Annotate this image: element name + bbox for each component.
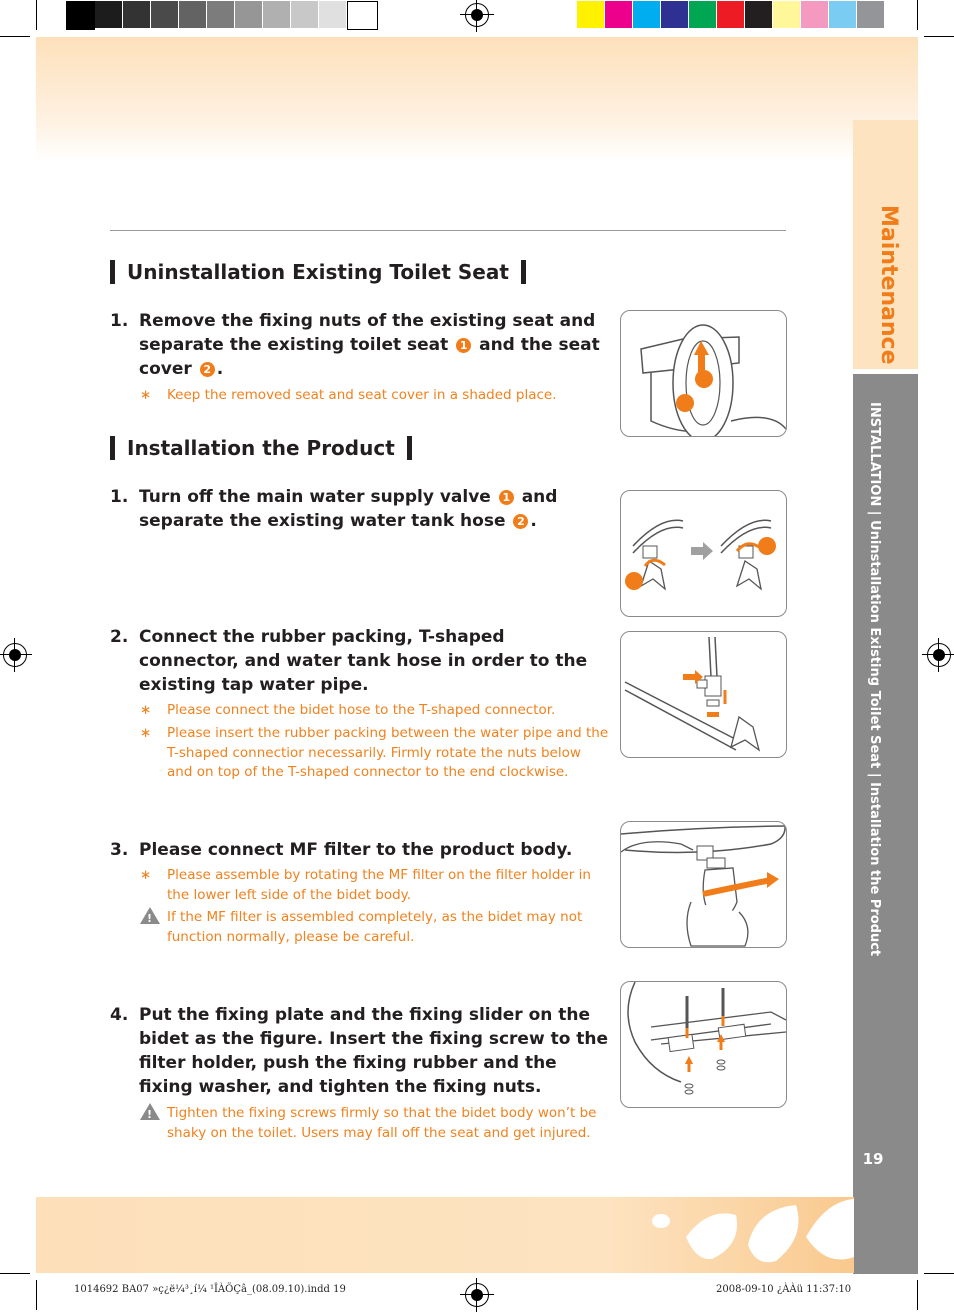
figure-mf-filter [620, 821, 787, 948]
install-step-1: 1. Turn off the main water supply valve 1 and separate the existing water tank hose 2 . [110, 487, 558, 531]
marker-1: 1 [456, 338, 471, 353]
registration-mark-right [927, 643, 951, 667]
registration-mark-bottom [465, 1283, 489, 1307]
note-asterisk-icon: ∗ [140, 867, 152, 883]
marker-2: 2 [513, 514, 528, 529]
note-asterisk-icon: ∗ [140, 725, 152, 741]
leaf-decoration-icon [36, 1197, 854, 1273]
install-step-3-warning: ! If the MF filter is assembled completely, as the bidet may not function normally, please be careful. [140, 908, 610, 947]
install-step-4: 4. Put the fixing plate and the fixing slider on the bidet as the figure. Insert the fixing screw to the filter holder, push the fixing rubber and the fixing washer, and tighten the fixing nuts. [110, 1005, 609, 1097]
page-number: 19 [862, 1150, 884, 1168]
figure-fixing-plate [620, 981, 787, 1108]
side-tab-installation [853, 374, 918, 1274]
figure-shut-off-valve [620, 490, 787, 617]
side-tab-installation-label: INSTALLATION | Uninstallation Existing Toilet Seat | Installation the Product [867, 402, 882, 957]
uninstall-step-1: 1. Remove the fixing nuts of the existing seat and separate the existing toilet seat 1 and the seat cover 2 . [110, 311, 600, 379]
install-step-3: 3. Please connect MF filter to the product body. [110, 840, 573, 860]
figure-remove-seat [620, 310, 787, 437]
footer-file-info: 1014692 BA07 »ç¿ë¼³¸í¼ ¹ÎÀÖÇâ_(08.09.10).indd 19 [74, 1284, 346, 1295]
install-step-2-note-1: ∗ Please connect the bidet hose to the T-shaped connector. [140, 701, 610, 721]
section-heading-uninstall: Uninstallation Existing Toilet Seat [110, 260, 526, 284]
warning-icon [140, 1103, 160, 1120]
uninstall-note-1: ∗ Keep the removed seat and seat cover in a shaded place. [140, 386, 610, 406]
footer-timestamp: 2008-09-10 ¿ÀÀü 11:37:10 [716, 1284, 852, 1295]
side-tab-maintenance-label: Maintenance [876, 205, 901, 365]
note-asterisk-icon: ∗ [140, 702, 152, 718]
header-band [36, 37, 918, 161]
note-asterisk-icon: ∗ [140, 387, 152, 403]
marker-1: 1 [499, 490, 514, 505]
section-heading-install: Installation the Product [110, 436, 412, 460]
figure-t-connector [620, 631, 787, 758]
warning-icon [140, 907, 160, 924]
marker-2: 2 [200, 362, 215, 377]
side-tab-maintenance [853, 120, 918, 369]
divider [110, 230, 786, 231]
registration-mark-top [465, 3, 489, 27]
install-step-2: 2. Connect the rubber packing, T-shaped connector, and water tank hose in order to the existing tap water pipe. [110, 627, 588, 695]
install-step-2-note-2: ∗ Please insert the rubber packing between the water pipe and the T-shaped connectior necessarily. Firmly rotate the nuts below and on top of the T-shaped connector to the end clockwise. [140, 725, 609, 780]
footer-band [36, 1197, 854, 1273]
install-step-4-warning: ! Tighten the fixing screws firmly so that the bidet body won’t be shaky on the toilet. Users may fall off the seat and get injured. [140, 1104, 610, 1143]
registration-mark-left [3, 643, 27, 667]
install-step-3-note-1: ∗ Please assemble by rotating the MF filter on the filter holder in the lower left side of the bidet body. [140, 867, 591, 903]
